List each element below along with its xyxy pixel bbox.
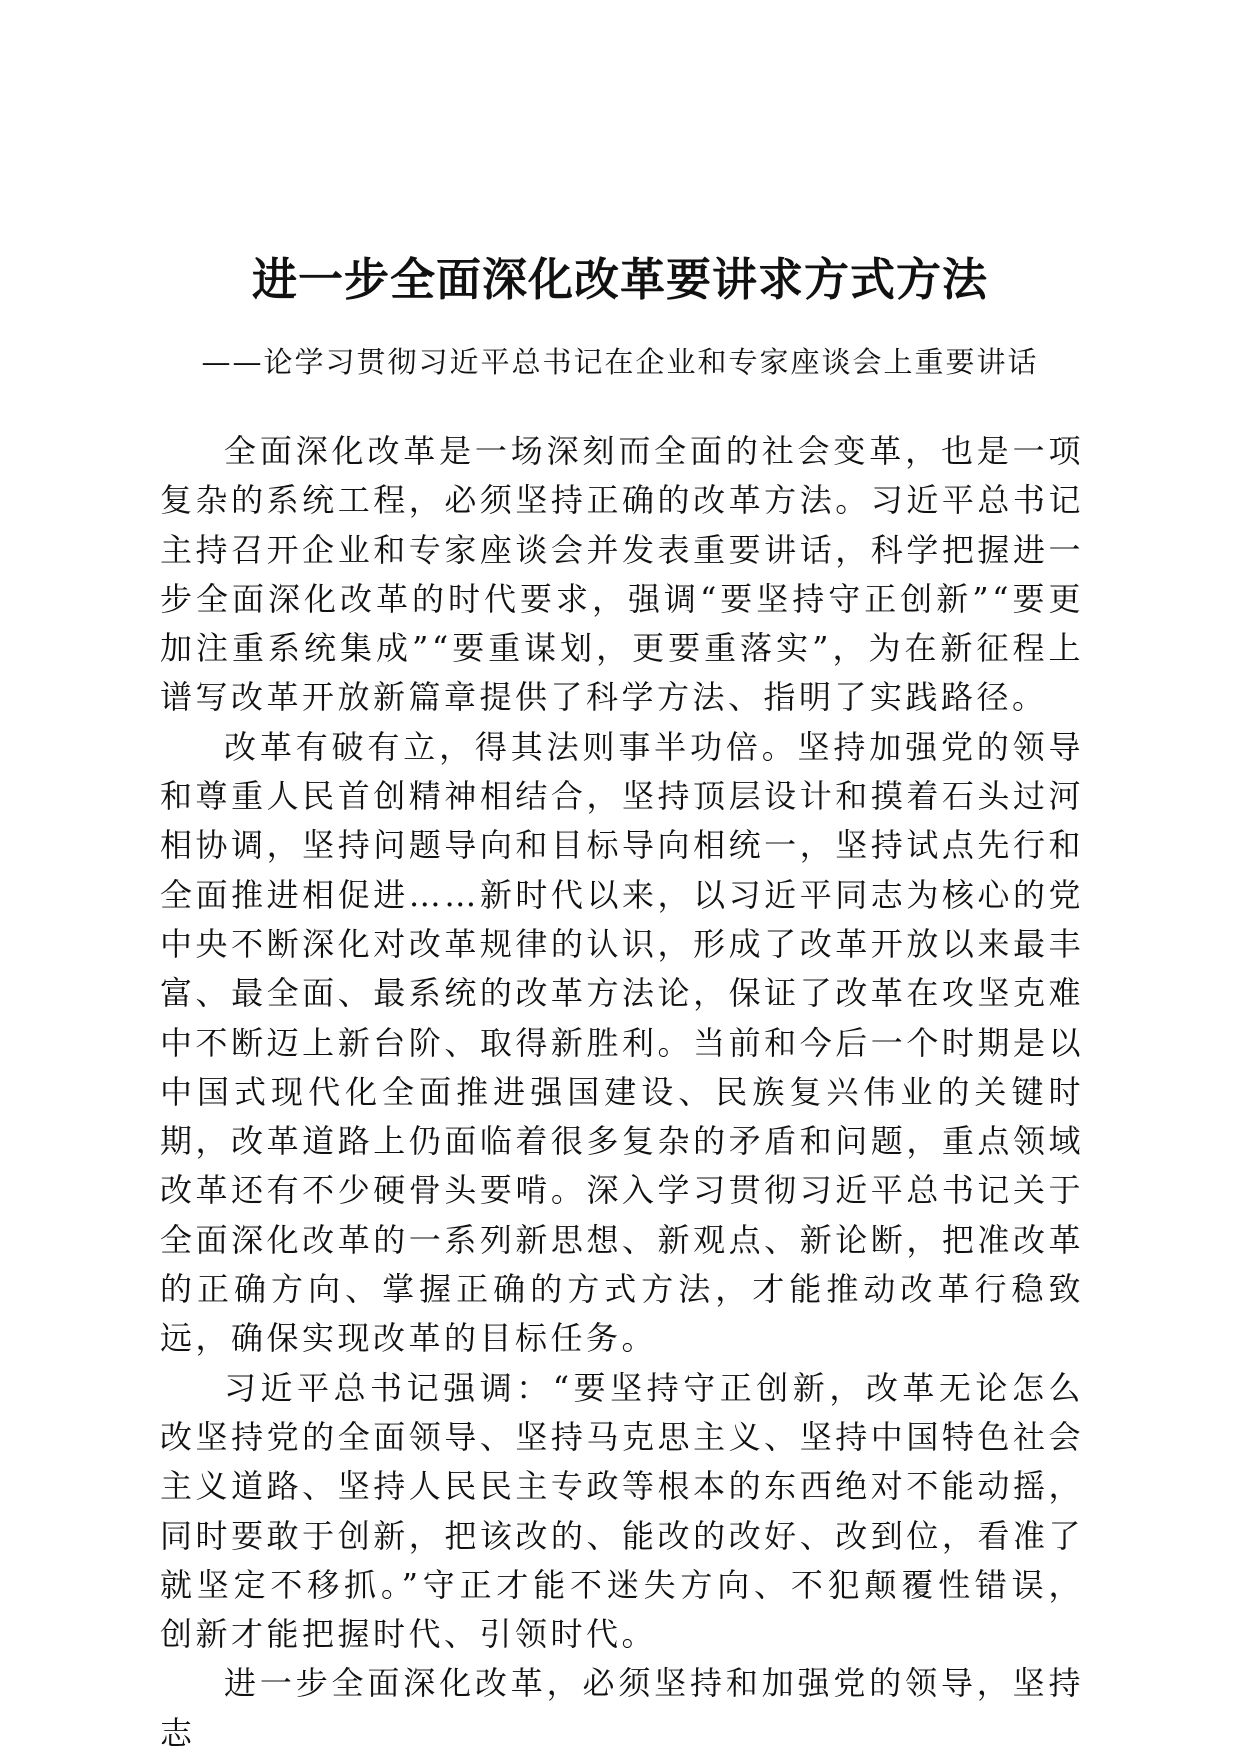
body-paragraph: 习近平总书记强调：“要坚持守正创新，改革无论怎么改坚持党的全面领导、坚持马克思主义、坚持中国特色社会主义道路、坚持人民民主专政等根本的东西绝对不能动摇，同时要敢于创新，把该改的、能改的改好、改到位，看准了就坚定不移抓。”守正才能不迷失方向、不犯颠覆性错误，创新才能把握时代、引领时代。	[160, 1368, 1084, 1654]
body-paragraph: 全面深化改革是一场深刻而全面的社会变革，也是一项复杂的系统工程，必须坚持正确的改革方法。习近平总书记主持召开企业和专家座谈会并发表重要讲话，科学把握进一步全面深化改革的时代要求，强调“要坚持守正创新”“要更加注重系统集成”“要重谋划，更要重落实”，为在新征程上谱写改革开放新篇章提供了科学方法、指明了实践路径。	[160, 432, 1084, 717]
body-paragraph: 进一步全面深化改革，必须坚持和加强党的领导，坚持志	[160, 1664, 1084, 1752]
document-body	[160, 427, 1084, 1758]
document-title: 进一步全面深化改革要讲求方式方法	[251, 253, 988, 306]
body-paragraph: 改革有破有立，得其法则事半功倍。坚持加强党的领导和尊重人民首创精神相结合，坚持顶层设计和摸着石头过河相协调，坚持问题导向和目标导向相统一，坚持试点先行和全面推进相促进……新时代以来，以习近平同志为核心的党中央不断深化对改革规律的认识，形成了改革开放以来最丰富、最全面、最系统的改革方法论，保证了改革在攻坚克难中不断迈上新台阶、取得新胜利。当前和今后一个时期是以中国式现代化全面推进强国建设、民族复兴伟业的关键时期，改革道路上仍面临着很多复杂的矛盾和问题，重点领域改革还有不少硬骨头要啃。深入学习贯彻习近平总书记关于全面深化改革的一系列新思想、新观点、新论断，把准改革的正确方向、掌握正确的方式方法，才能推动改革行稳致远，确保实现改革的目标任务。	[160, 727, 1084, 1358]
document-subtitle: ——论学习贯彻习近平总书记在企业和专家座谈会上重要讲话	[201, 345, 1039, 379]
